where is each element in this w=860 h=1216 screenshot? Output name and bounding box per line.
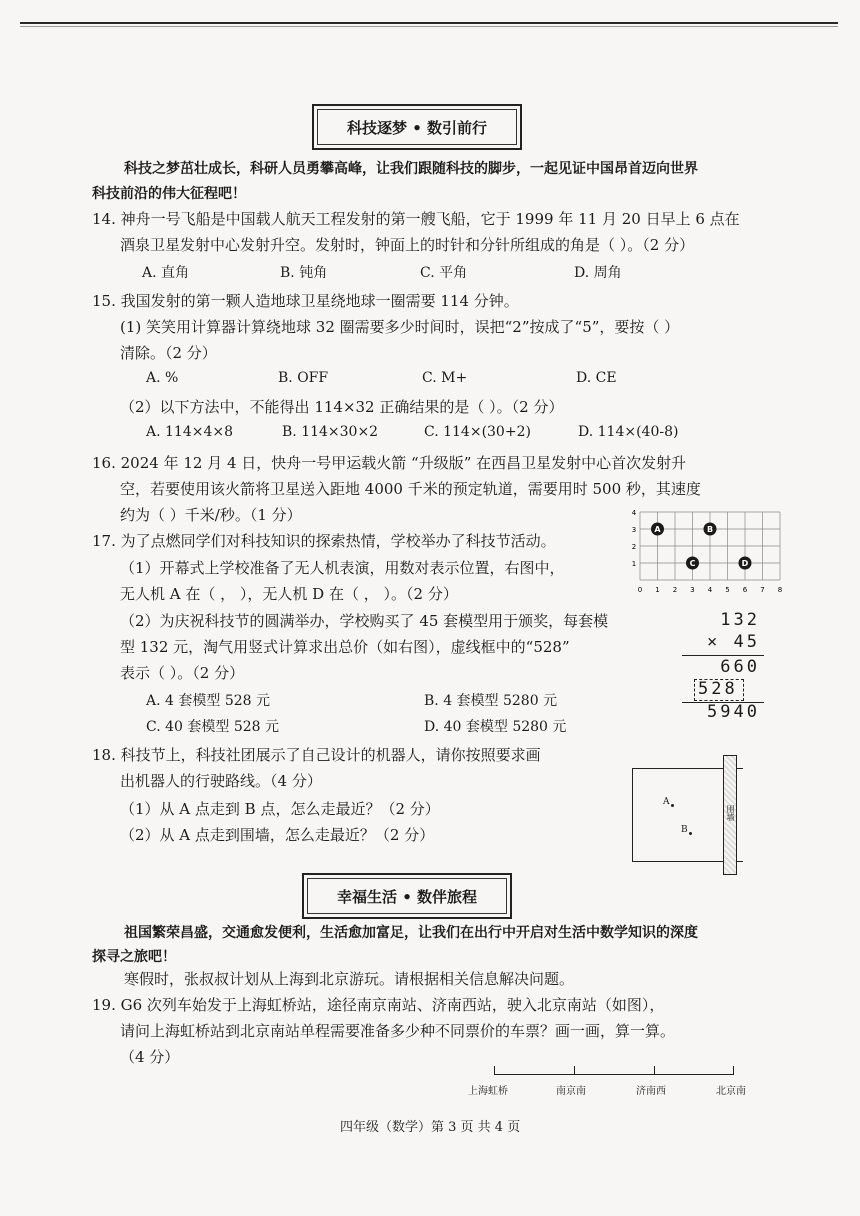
q17-stem: 17. 为了点燃同学们对科技知识的探索热情，学校举办了科技节活动。 bbox=[92, 532, 556, 550]
x-tick-label: 8 bbox=[777, 586, 783, 594]
q17-part2-option-a: A. 4 套模型 528 元 bbox=[146, 693, 270, 709]
q15-part1-option-b: B. OFF bbox=[278, 370, 329, 386]
q15-part2: （2）以下方法中，不能得出 114×32 正确结果的是（ ）。（2 分） bbox=[120, 398, 564, 416]
station-tick-3 bbox=[654, 1066, 655, 1075]
x-tick-label: 5 bbox=[725, 586, 730, 594]
y-tick-label: 4 bbox=[631, 509, 637, 517]
q15-part1-cont: 清除。（2 分） bbox=[120, 344, 217, 362]
page-footer: 四年级（数学）第 3 页 共 4 页 bbox=[340, 1120, 521, 1135]
q16-stem-cont2: 约为（ ）千米/秒。（1 分） bbox=[120, 506, 302, 524]
x-tick-label: 3 bbox=[690, 586, 695, 594]
y-tick-label: 1 bbox=[631, 560, 637, 568]
drone-grid-figure bbox=[628, 502, 800, 598]
q17-part2-option-b: B. 4 套模型 5280 元 bbox=[424, 693, 558, 709]
top-rule bbox=[20, 22, 838, 24]
q17-part2: （2）为庆祝科技节的圆满举办，学校购买了 45 套模型用于颁奖，每套模 bbox=[120, 612, 609, 630]
drone-label-c: C bbox=[689, 559, 696, 568]
drone-label-a: A bbox=[654, 525, 661, 534]
q15-stem: 15. 我国发射的第一颗人造地球卫星绕地球一圈需要 114 分钟。 bbox=[92, 292, 519, 310]
point-a-label: A bbox=[663, 797, 670, 807]
q18-part2: （2）从 A 点走到围墙，怎么走最近？（2 分） bbox=[120, 826, 435, 844]
vertical-calculation bbox=[680, 610, 780, 720]
q14-stem-cont: 酒泉卫星发射中心发射升空。发射时，钟面上的时针和分针所组成的角是（ ）。（2 分） bbox=[120, 236, 695, 254]
point-a bbox=[671, 804, 674, 807]
q19-stem: 19. G6 次列车始发于上海虹桥站，途径南京南站、济南西站，驶入北京南站（如图）， bbox=[92, 996, 665, 1014]
section1-intro-cont: 科技前沿的伟大征程吧！ bbox=[92, 186, 246, 202]
drone-label-d: D bbox=[741, 559, 749, 568]
q15-part2-option-b: B. 114×30×2 bbox=[282, 424, 379, 440]
calc-result: 5940 bbox=[707, 702, 760, 722]
q17-part1-cont: 无人机 A 在（ ， ），无人机 D 在（ ， ）。（2 分） bbox=[120, 585, 458, 603]
q17-part2-option-d: D. 40 套模型 5280 元 bbox=[424, 719, 567, 735]
section1-title-banner bbox=[312, 104, 522, 150]
section2-context: 寒假时，张叔叔计划从上海到北京游玩。请根据相关信息解决问题。 bbox=[124, 970, 575, 988]
section2-intro: 祖国繁荣昌盛，交通愈发便利，生活愈加富足，让我们在出行中开启对生活中数学知识的深度 bbox=[124, 925, 698, 941]
q17-part1: （1）开幕式上学校准备了无人机表演，用数对表示位置，右图中， bbox=[120, 559, 565, 577]
calc-line-1 bbox=[682, 655, 764, 656]
q14-stem: 14. 神舟一号飞船是中国载人航天工程发射的第一艘飞船，它于 1999 年 11 月 20 日早上 6 点在 bbox=[92, 210, 740, 228]
station-tick-2 bbox=[574, 1066, 575, 1075]
y-tick-label: 3 bbox=[631, 526, 637, 534]
x-tick-label: 0 bbox=[637, 586, 643, 594]
calc-multiplicand: 132 bbox=[720, 610, 760, 630]
q17-part2-cont2: 表示（ ）。（2 分） bbox=[120, 664, 245, 682]
point-b bbox=[689, 832, 692, 835]
calc-partial-product-1: 660 bbox=[720, 657, 760, 677]
section1-intro: 科技之梦茁壮成长，科研人员勇攀高峰，让我们跟随科技的脚步，一起见证中国昂首迈向世界 bbox=[124, 161, 698, 177]
q15-part1-option-c: C. M+ bbox=[422, 370, 468, 386]
station-shanghai-hongqiao: 上海虹桥 bbox=[468, 1086, 508, 1097]
q15-part2-option-d: D. 114×(40-8) bbox=[578, 424, 679, 440]
q14-option-b: B. 钝角 bbox=[280, 265, 328, 281]
x-tick-label: 6 bbox=[742, 586, 748, 594]
section2-intro-cont: 探寻之旅吧！ bbox=[92, 949, 176, 965]
q17-part2-cont: 型 132 元，淘气用竖式计算求出总价（如右图），虚线框中的“528” bbox=[120, 638, 570, 656]
drone-label-b: B bbox=[706, 525, 714, 534]
q19-stem-cont2: （4 分） bbox=[120, 1048, 180, 1066]
q18-stem-cont: 出机器人的行驶路线。（4 分） bbox=[120, 772, 322, 790]
x-tick-label: 2 bbox=[672, 586, 678, 594]
top-rule-thin bbox=[20, 26, 838, 27]
x-tick-label: 1 bbox=[655, 586, 660, 594]
q14-option-a: A. 直角 bbox=[142, 265, 190, 281]
q16-stem: 16. 2024 年 12 月 4 日，快舟一号甲运载火箭 “升级版” 在西昌卫星发射中心首次发射升 bbox=[92, 454, 687, 472]
q15-part1: (1) 笑笑用计算器计算绕地球 32 圈需要多少时间时，误把“2”按成了“5”，要按（ ） bbox=[120, 318, 680, 336]
section1-title: 科技逐梦 • 数引前行 bbox=[346, 118, 488, 137]
q15-part2-option-c: C. 114×(30+2) bbox=[424, 424, 531, 440]
q18-part1: （1）从 A 点走到 B 点，怎么走最近？（2 分） bbox=[120, 800, 440, 818]
calc-multiplier: × 45 bbox=[707, 632, 760, 652]
x-tick-label: 7 bbox=[760, 586, 765, 594]
q14-option-d: D. 周角 bbox=[574, 265, 622, 281]
railway-line bbox=[494, 1074, 734, 1075]
calc-partial-product-2: 528 bbox=[698, 679, 738, 699]
grid-lines bbox=[640, 512, 780, 580]
q19-stem-cont: 请问上海虹桥站到北京南站单程需要准备多少种不同票价的车票？画一画，算一算。 bbox=[120, 1022, 676, 1040]
y-tick-label: 2 bbox=[631, 543, 637, 551]
grid-tick-labels bbox=[632, 509, 782, 594]
section2-title: 幸福生活 • 数伴旅程 bbox=[336, 887, 478, 906]
station-tick-4 bbox=[733, 1066, 734, 1075]
q15-part2-option-a: A. 114×4×8 bbox=[146, 424, 234, 440]
q15-part1-option-a: A. % bbox=[146, 370, 179, 386]
station-nanjing-south: 南京南 bbox=[556, 1086, 586, 1097]
x-tick-label: 4 bbox=[707, 586, 713, 594]
robot-field-diagram bbox=[632, 768, 743, 862]
point-b-label: B bbox=[681, 825, 688, 835]
section2-title-banner bbox=[302, 873, 512, 919]
q16-stem-cont: 空，若要使用该火箭将卫星送入距地 4000 千米的预定轨道，需要用时 500 秒，其速度 bbox=[120, 480, 701, 498]
q14-option-c: C. 平角 bbox=[420, 265, 468, 281]
wall-label: 围墙 bbox=[726, 805, 735, 821]
station-tick-1 bbox=[494, 1066, 495, 1075]
q18-stem: 18. 科技节上，科技社团展示了自己设计的机器人，请你按照要求画 bbox=[92, 746, 541, 764]
station-jinan-west: 济南西 bbox=[636, 1086, 666, 1097]
station-beijing-south: 北京南 bbox=[716, 1086, 746, 1097]
q17-part2-option-c: C. 40 套模型 528 元 bbox=[146, 719, 279, 735]
q15-part1-option-d: D. CE bbox=[576, 370, 617, 386]
